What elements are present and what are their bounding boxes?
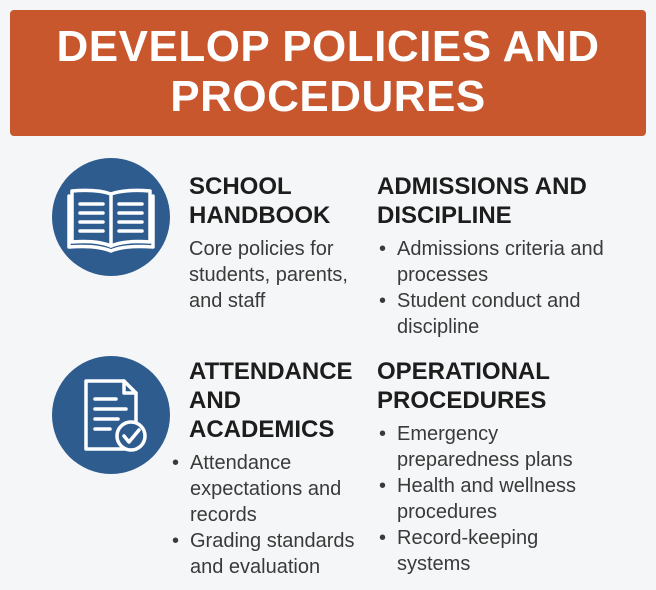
attendance-heading: ATTENDANCE AND ACADEMICS — [189, 358, 353, 443]
list-item: • Grading standards and evaluation — [170, 528, 370, 580]
handbook-heading: SCHOOL HANDBOOK — [189, 173, 331, 229]
document-check-icon — [52, 356, 170, 474]
title-banner — [10, 10, 646, 136]
operational-heading: OPERATIONAL PROCEDURES — [377, 358, 550, 414]
book-icon — [52, 158, 170, 276]
list-item: • Admissions criteria and processes — [377, 236, 607, 288]
page-title: DEVELOP POLICIES AND PROCEDURES — [56, 22, 600, 121]
list-item: • Attendance expectations and records — [170, 450, 370, 528]
admissions-heading: ADMISSIONS AND DISCIPLINE — [377, 173, 587, 229]
admissions-list — [377, 236, 607, 340]
operational-list — [377, 421, 597, 577]
list-item: • Record-keeping systems — [377, 525, 597, 577]
attendance-list — [170, 450, 370, 580]
list-item: • Emergency preparedness plans — [377, 421, 597, 473]
handbook-description: Core policies for students, parents, and staff — [189, 238, 348, 312]
list-item: • Student conduct and discipline — [377, 288, 607, 340]
list-item: • Health and wellness procedures — [377, 473, 597, 525]
